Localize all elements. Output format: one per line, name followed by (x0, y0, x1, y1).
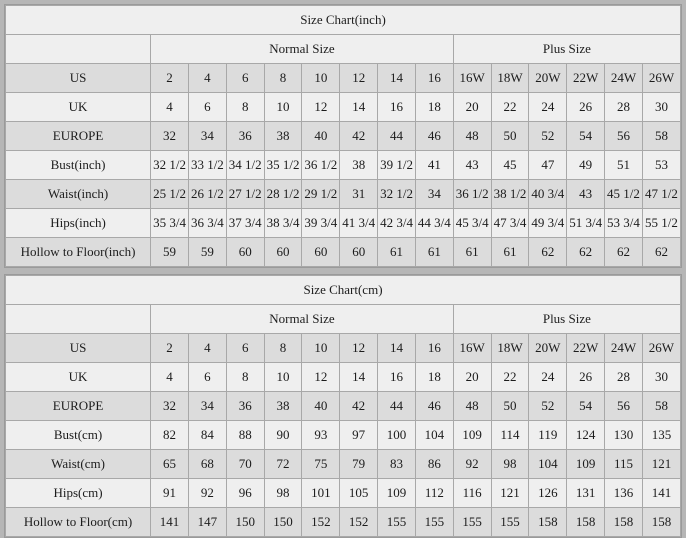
table-cell: 68 (188, 450, 226, 479)
table-cell: 61 (453, 238, 491, 267)
table-cell: 121 (491, 479, 529, 508)
table-cell: 47 (529, 151, 567, 180)
table-cell: 53 3/4 (605, 209, 643, 238)
table-cell: 115 (605, 450, 643, 479)
table-cell: 135 (642, 421, 680, 450)
chart-title: Size Chart(cm) (6, 276, 681, 305)
table-cell: 152 (302, 508, 340, 537)
table-cell: 16 (378, 93, 416, 122)
table-cell: 105 (340, 479, 378, 508)
size-chart-cm-body (6, 276, 681, 537)
table-cell: 4 (151, 93, 189, 122)
table-cell: 124 (567, 421, 605, 450)
table-cell: 16 (415, 64, 453, 93)
table-cell: 32 1/2 (151, 151, 189, 180)
table-cell: 42 (340, 122, 378, 151)
table-row (6, 392, 681, 421)
table-cell: 51 (605, 151, 643, 180)
table-cell: 46 (415, 392, 453, 421)
row-label: US (6, 64, 151, 93)
table-cell: 38 1/2 (491, 180, 529, 209)
table-row (6, 209, 681, 238)
table-cell: 42 3/4 (378, 209, 416, 238)
table-cell: 72 (264, 450, 302, 479)
table-cell: 45 (491, 151, 529, 180)
corner-cell (6, 35, 151, 64)
row-label: Bust(cm) (6, 421, 151, 450)
table-row (6, 334, 681, 363)
table-cell: 16W (453, 64, 491, 93)
table-cell: 155 (415, 508, 453, 537)
table-cell: 36 (226, 122, 264, 151)
table-cell: 12 (340, 334, 378, 363)
row-label: UK (6, 363, 151, 392)
table-cell: 32 1/2 (378, 180, 416, 209)
table-cell: 58 (642, 122, 680, 151)
table-cell: 61 (415, 238, 453, 267)
table-cell: 28 (605, 93, 643, 122)
table-cell: 158 (567, 508, 605, 537)
table-cell: 52 (529, 122, 567, 151)
table-cell: 54 (567, 122, 605, 151)
table-cell: 18W (491, 334, 529, 363)
table-cell: 24 (529, 93, 567, 122)
table-cell: 60 (226, 238, 264, 267)
table-cell: 136 (605, 479, 643, 508)
table-cell: 26W (642, 64, 680, 93)
table-cell: 38 3/4 (264, 209, 302, 238)
row-label: EUROPE (6, 392, 151, 421)
table-cell: 4 (188, 334, 226, 363)
table-cell: 98 (264, 479, 302, 508)
group-normal-size: Normal Size (151, 305, 454, 334)
table-cell: 158 (605, 508, 643, 537)
table-cell: 158 (642, 508, 680, 537)
size-chart-cm-table (5, 275, 681, 537)
table-cell: 18 (415, 363, 453, 392)
table-row (6, 508, 681, 537)
corner-cell (6, 305, 151, 334)
table-row (6, 180, 681, 209)
table-cell: 116 (453, 479, 491, 508)
table-cell: 26 (567, 93, 605, 122)
row-label: Bust(inch) (6, 151, 151, 180)
table-cell: 91 (151, 479, 189, 508)
table-row (6, 450, 681, 479)
table-cell: 90 (264, 421, 302, 450)
table-cell: 58 (642, 392, 680, 421)
row-label: EUROPE (6, 122, 151, 151)
table-cell: 109 (378, 479, 416, 508)
table-cell: 39 3/4 (302, 209, 340, 238)
table-cell: 34 (415, 180, 453, 209)
table-cell: 16W (453, 334, 491, 363)
table-cell: 44 (378, 392, 416, 421)
table-cell: 26W (642, 334, 680, 363)
size-chart-inch (4, 4, 682, 268)
table-cell: 10 (264, 363, 302, 392)
table-cell: 60 (302, 238, 340, 267)
table-cell: 75 (302, 450, 340, 479)
table-cell: 26 (567, 363, 605, 392)
size-chart-inch-table (5, 5, 681, 267)
table-cell: 12 (340, 64, 378, 93)
table-cell: 44 3/4 (415, 209, 453, 238)
row-label: Waist(cm) (6, 450, 151, 479)
table-row (6, 363, 681, 392)
table-cell: 31 (340, 180, 378, 209)
table-cell: 22W (567, 64, 605, 93)
table-cell: 8 (226, 93, 264, 122)
table-cell: 28 (605, 363, 643, 392)
table-cell: 14 (340, 93, 378, 122)
table-cell: 62 (605, 238, 643, 267)
table-cell: 54 (567, 392, 605, 421)
table-cell: 36 1/2 (302, 151, 340, 180)
table-cell: 93 (302, 421, 340, 450)
table-cell: 41 3/4 (340, 209, 378, 238)
table-cell: 104 (529, 450, 567, 479)
table-cell: 25 1/2 (151, 180, 189, 209)
table-cell: 114 (491, 421, 529, 450)
table-cell: 10 (264, 93, 302, 122)
table-cell: 79 (340, 450, 378, 479)
table-cell: 47 1/2 (642, 180, 680, 209)
table-cell: 150 (226, 508, 264, 537)
row-label: US (6, 334, 151, 363)
table-cell: 12 (302, 93, 340, 122)
table-cell: 155 (491, 508, 529, 537)
table-cell: 62 (567, 238, 605, 267)
table-cell: 8 (226, 363, 264, 392)
group-header-row (6, 305, 681, 334)
table-cell: 41 (415, 151, 453, 180)
table-cell: 43 (453, 151, 491, 180)
table-cell: 22 (491, 93, 529, 122)
table-cell: 30 (642, 363, 680, 392)
row-label: Hips(cm) (6, 479, 151, 508)
table-cell: 16 (415, 334, 453, 363)
table-cell: 92 (453, 450, 491, 479)
table-row (6, 421, 681, 450)
table-cell: 100 (378, 421, 416, 450)
table-cell: 88 (226, 421, 264, 450)
table-cell: 152 (340, 508, 378, 537)
table-cell: 44 (378, 122, 416, 151)
table-cell: 28 1/2 (264, 180, 302, 209)
table-cell: 36 (226, 392, 264, 421)
table-cell: 49 (567, 151, 605, 180)
table-cell: 12 (302, 363, 340, 392)
table-cell: 20 (453, 93, 491, 122)
title-row (6, 276, 681, 305)
table-cell: 155 (378, 508, 416, 537)
table-cell: 6 (188, 363, 226, 392)
size-chart-cm (4, 274, 682, 538)
table-cell: 33 1/2 (188, 151, 226, 180)
table-cell: 147 (188, 508, 226, 537)
table-row (6, 93, 681, 122)
table-cell: 109 (567, 450, 605, 479)
table-cell: 70 (226, 450, 264, 479)
row-label: Waist(inch) (6, 180, 151, 209)
table-cell: 109 (453, 421, 491, 450)
table-cell: 8 (264, 334, 302, 363)
table-cell: 48 (453, 122, 491, 151)
table-cell: 26 1/2 (188, 180, 226, 209)
table-cell: 52 (529, 392, 567, 421)
table-cell: 126 (529, 479, 567, 508)
table-cell: 27 1/2 (226, 180, 264, 209)
table-cell: 24 (529, 363, 567, 392)
table-cell: 45 3/4 (453, 209, 491, 238)
group-normal-size: Normal Size (151, 35, 454, 64)
table-cell: 40 3/4 (529, 180, 567, 209)
table-cell: 8 (264, 64, 302, 93)
table-cell: 155 (453, 508, 491, 537)
table-cell: 30 (642, 93, 680, 122)
table-cell: 38 (340, 151, 378, 180)
table-cell: 42 (340, 392, 378, 421)
table-cell: 20 (453, 363, 491, 392)
table-cell: 86 (415, 450, 453, 479)
table-row (6, 122, 681, 151)
table-cell: 62 (642, 238, 680, 267)
table-cell: 98 (491, 450, 529, 479)
table-cell: 59 (188, 238, 226, 267)
table-cell: 2 (151, 64, 189, 93)
table-cell: 59 (151, 238, 189, 267)
table-cell: 4 (188, 64, 226, 93)
table-cell: 51 3/4 (567, 209, 605, 238)
table-cell: 22W (567, 334, 605, 363)
row-label: Hollow to Floor(inch) (6, 238, 151, 267)
table-cell: 6 (226, 64, 264, 93)
table-cell: 24W (605, 334, 643, 363)
row-label: Hips(inch) (6, 209, 151, 238)
table-cell: 20W (529, 334, 567, 363)
table-cell: 65 (151, 450, 189, 479)
table-cell: 6 (188, 93, 226, 122)
table-cell: 50 (491, 122, 529, 151)
table-cell: 39 1/2 (378, 151, 416, 180)
table-cell: 16 (378, 363, 416, 392)
table-cell: 61 (491, 238, 529, 267)
table-cell: 40 (302, 392, 340, 421)
table-cell: 50 (491, 392, 529, 421)
table-row (6, 151, 681, 180)
group-plus-size: Plus Size (453, 35, 680, 64)
table-cell: 49 3/4 (529, 209, 567, 238)
table-cell: 104 (415, 421, 453, 450)
table-cell: 141 (151, 508, 189, 537)
table-cell: 10 (302, 334, 340, 363)
table-cell: 47 3/4 (491, 209, 529, 238)
table-cell: 45 1/2 (605, 180, 643, 209)
table-cell: 38 (264, 392, 302, 421)
table-cell: 119 (529, 421, 567, 450)
table-cell: 82 (151, 421, 189, 450)
table-cell: 29 1/2 (302, 180, 340, 209)
table-cell: 32 (151, 392, 189, 421)
table-cell: 60 (340, 238, 378, 267)
table-cell: 40 (302, 122, 340, 151)
table-cell: 37 3/4 (226, 209, 264, 238)
table-cell: 2 (151, 334, 189, 363)
size-chart-inch-body (6, 6, 681, 267)
table-cell: 84 (188, 421, 226, 450)
table-cell: 4 (151, 363, 189, 392)
table-cell: 18W (491, 64, 529, 93)
table-cell: 61 (378, 238, 416, 267)
table-cell: 22 (491, 363, 529, 392)
table-cell: 14 (340, 363, 378, 392)
group-plus-size: Plus Size (453, 305, 680, 334)
table-cell: 56 (605, 392, 643, 421)
table-cell: 55 1/2 (642, 209, 680, 238)
table-cell: 112 (415, 479, 453, 508)
table-cell: 141 (642, 479, 680, 508)
table-cell: 24W (605, 64, 643, 93)
table-cell: 43 (567, 180, 605, 209)
table-cell: 121 (642, 450, 680, 479)
table-cell: 60 (264, 238, 302, 267)
table-cell: 131 (567, 479, 605, 508)
table-cell: 48 (453, 392, 491, 421)
row-label: Hollow to Floor(cm) (6, 508, 151, 537)
table-cell: 150 (264, 508, 302, 537)
title-row (6, 6, 681, 35)
table-cell: 46 (415, 122, 453, 151)
table-cell: 56 (605, 122, 643, 151)
row-label: UK (6, 93, 151, 122)
table-cell: 20W (529, 64, 567, 93)
table-cell: 36 1/2 (453, 180, 491, 209)
table-cell: 158 (529, 508, 567, 537)
table-row (6, 238, 681, 267)
table-cell: 97 (340, 421, 378, 450)
table-cell: 14 (378, 64, 416, 93)
table-cell: 92 (188, 479, 226, 508)
table-cell: 130 (605, 421, 643, 450)
table-cell: 83 (378, 450, 416, 479)
table-cell: 6 (226, 334, 264, 363)
table-cell: 14 (378, 334, 416, 363)
table-cell: 10 (302, 64, 340, 93)
table-cell: 36 3/4 (188, 209, 226, 238)
table-row (6, 479, 681, 508)
table-cell: 34 1/2 (226, 151, 264, 180)
table-cell: 38 (264, 122, 302, 151)
table-cell: 62 (529, 238, 567, 267)
table-cell: 35 3/4 (151, 209, 189, 238)
table-cell: 34 (188, 392, 226, 421)
table-cell: 18 (415, 93, 453, 122)
table-cell: 53 (642, 151, 680, 180)
table-cell: 34 (188, 122, 226, 151)
table-cell: 32 (151, 122, 189, 151)
table-cell: 96 (226, 479, 264, 508)
table-cell: 101 (302, 479, 340, 508)
table-cell: 35 1/2 (264, 151, 302, 180)
chart-title: Size Chart(inch) (6, 6, 681, 35)
table-row (6, 64, 681, 93)
group-header-row (6, 35, 681, 64)
